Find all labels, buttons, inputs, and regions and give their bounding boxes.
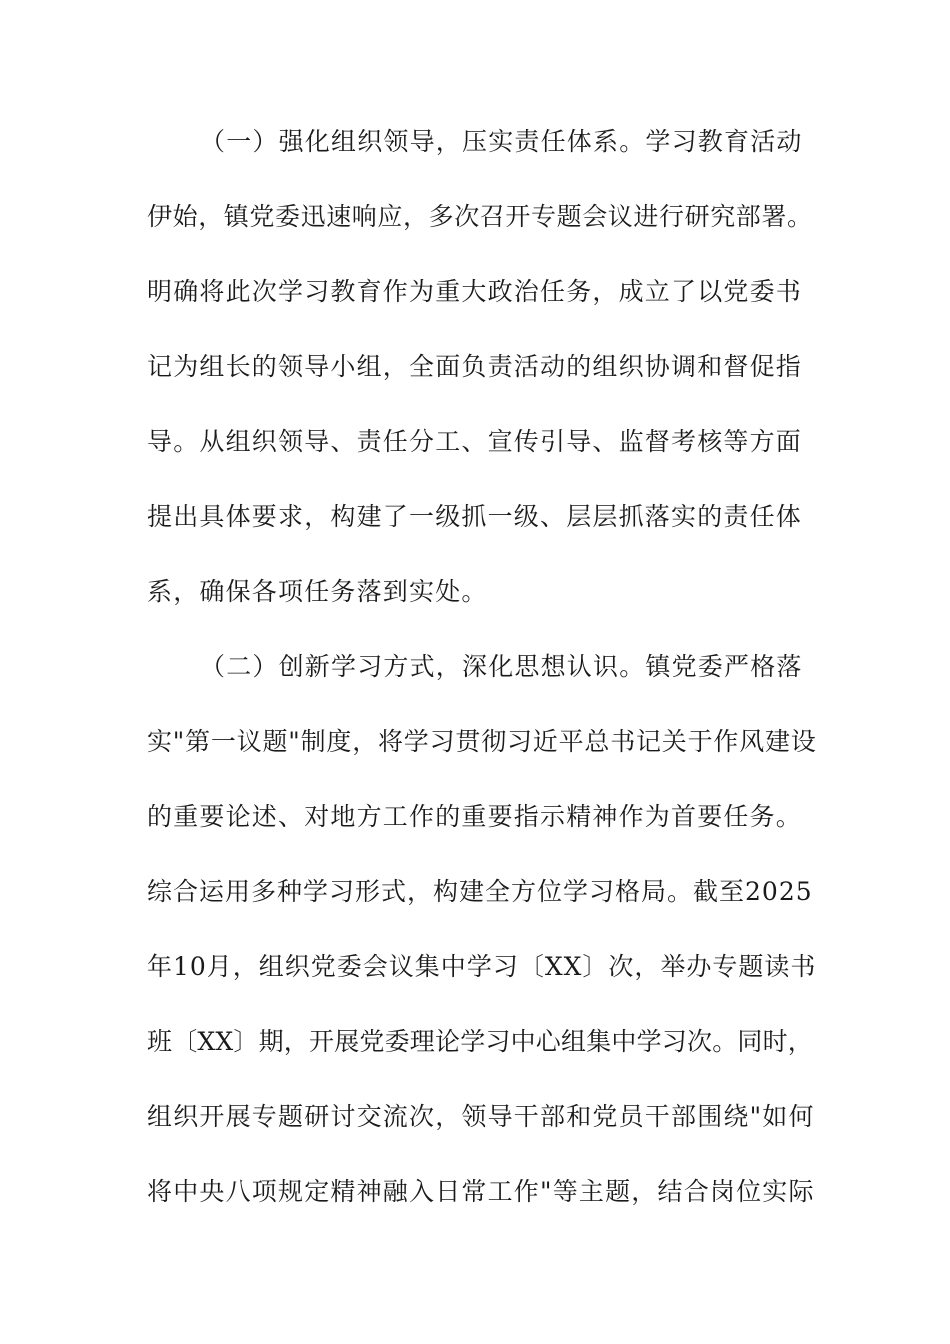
paragraph-1-line-6: 提出具体要求，构建了一级抓一级、层层抓落实的责任体	[147, 502, 803, 531]
paragraph-2-line-5: 年10月，组织党委会议集中学习〔XX〕次，举办专题读书	[147, 952, 817, 981]
paragraph-2-line-1: （二）创新学习方式，深化思想认识。镇党委严格落	[200, 652, 803, 681]
paragraph-1-line-7: 系，确保各项任务落到实处。	[147, 577, 488, 606]
paragraph-1-line-4: 记为组长的领导小组，全面负责活动的组织协调和督促指	[147, 352, 803, 381]
paragraph-1-line-1: （一）强化组织领导，压实责任体系。学习教育活动	[200, 127, 803, 156]
paragraph-2-line-7: 组织开展专题研讨交流次，领导干部和党员干部围绕"如何	[147, 1102, 815, 1131]
paragraph-2-line-8: 将中央八项规定精神融入日常工作"等主题，结合岗位实际	[147, 1177, 815, 1206]
paragraph-1-line-2: 伊始，镇党委迅速响应，多次召开专题会议进行研究部署。	[147, 202, 813, 231]
paragraph-2-line-4: 综合运用多种学习形式，构建全方位学习格局。截至2025	[147, 877, 813, 906]
paragraph-1-line-3: 明确将此次学习教育作为重大政治任务，成立了以党委书	[147, 277, 803, 306]
paragraph-2-line-2: 实"第一议题"制度，将学习贯彻习近平总书记关于作风建设	[147, 727, 817, 756]
paragraph-1-line-5: 导。从组织领导、责任分工、宣传引导、监督考核等方面	[147, 427, 803, 456]
paragraph-2-line-6: 班〔XX〕期，开展党委理论学习中心组集中学习次。同时，	[147, 1027, 813, 1056]
paragraph-2-line-3: 的重要论述、对地方工作的重要指示精神作为首要任务。	[147, 802, 803, 831]
